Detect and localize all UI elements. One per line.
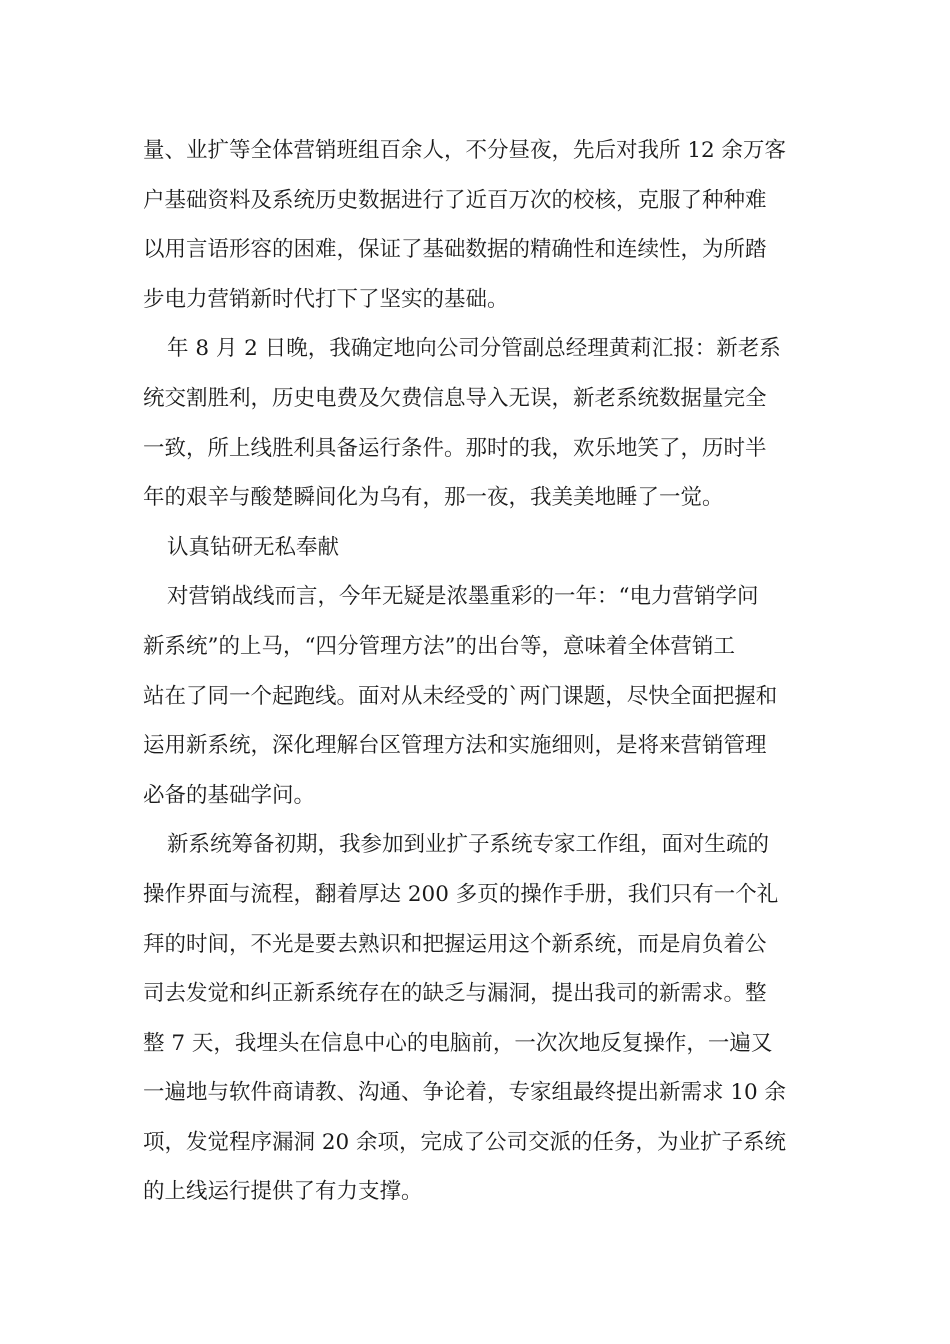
text-line: 统交割胜利，历史电费及欠费信息导入无误，新老系统数据量完全 [143, 385, 767, 411]
text-line: 年 8 月 2 日晚，我确定地向公司分管副总经理黄莉汇报：新老系 [167, 336, 781, 362]
heading-text: 认真钻研无私奉献 [167, 534, 340, 560]
text-line: 新系统筹备初期，我参加到业扩子系统专家工作组，面对生疏的 [167, 832, 770, 858]
document-body [143, 126, 808, 1217]
paragraph-2 [143, 324, 808, 522]
text-line: 新系统”的上马，“四分管理方法”的出台等，意味着全体营销工 [143, 633, 735, 659]
paragraph-3 [143, 572, 808, 820]
text-line: 必备的基础学问。 [143, 782, 316, 808]
text-line: 对营销战线而言，今年无疑是浓墨重彩的一年：“电力营销学问 [167, 584, 759, 610]
text-line: 量、业扩等全体营销班组百余人，不分昼夜，先后对我所 12 余万客 [143, 138, 787, 163]
paragraph-1 [143, 126, 808, 324]
text-line: 拜的时间，不光是要去熟识和把握运用这个新系统，而是肩负着公 [143, 931, 767, 957]
text-line: 站在了同一个起跑线。面对从未经受的`两门课题，尽快全面把握和 [143, 683, 778, 709]
paragraph-4 [143, 820, 808, 1217]
text-line: 整 7 天，我埋头在信息中心的电脑前，一次次地反复操作，一遍又 [143, 1030, 773, 1056]
text-line: 以用言语形容的困难，保证了基础数据的精确性和连续性，为所踏 [143, 237, 767, 263]
text-line: 项，发觉程序漏洞 20 余项，完成了公司交派的任务，为业扩子系统 [143, 1129, 787, 1155]
text-line: 一致，所上线胜利具备运行条件。那时的我，欢乐地笑了，历时半 [143, 435, 767, 461]
text-line: 司去发觉和纠正新系统存在的缺乏与漏洞，提出我司的新需求。整 [143, 981, 767, 1007]
text-line: 步电力营销新时代打下了坚实的基础。 [143, 286, 509, 312]
text-line: 操作界面与流程，翻着厚达 200 多页的操作手册，我们只有一个礼 [143, 881, 779, 907]
section-heading [143, 523, 808, 573]
text-line: 一遍地与软件商请教、沟通、争论着，专家组最终提出新需求 10 余 [143, 1080, 787, 1106]
text-line: 年的艰辛与酸楚瞬间化为乌有，那一夜，我美美地睡了一觉。 [143, 485, 724, 511]
text-line: 运用新系统，深化理解台区管理方法和实施细则，是将来营销管理 [143, 733, 767, 759]
text-line: 户基础资料及系统历史数据进行了近百万次的校核，克服了种种难 [143, 187, 767, 213]
text-line: 的上线运行提供了有力支撑。 [143, 1179, 423, 1205]
